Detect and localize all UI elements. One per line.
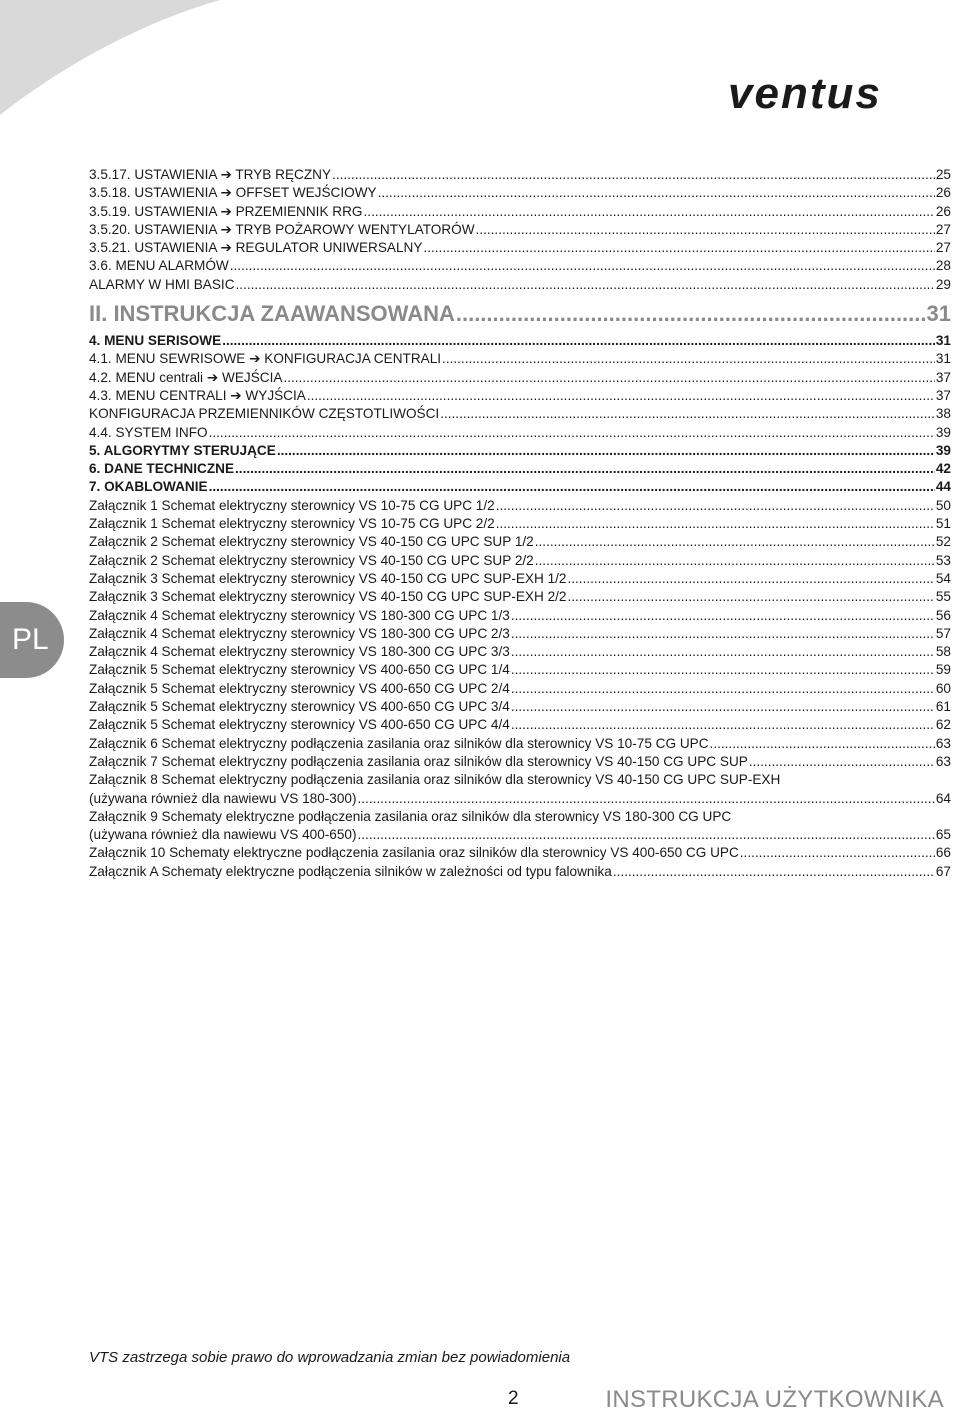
dot-leader <box>364 203 935 221</box>
toc-entry-title: ALARMY W HMI BASIC <box>89 276 235 292</box>
dot-leader <box>613 863 935 881</box>
toc-entry-title: Załącznik A Schematy elektryczne podłączenia silników w zależności od typu falownika <box>89 863 612 879</box>
toc-entry[interactable] <box>89 716 951 734</box>
dot-leader <box>496 515 935 533</box>
toc-page-number: 63 <box>935 753 951 769</box>
toc-page-number: 55 <box>935 589 951 605</box>
toc-page-number: 56 <box>935 607 951 623</box>
toc-entry-title: 4. MENU SERISOWE <box>89 333 222 349</box>
toc-entry[interactable] <box>89 203 951 221</box>
toc-page-number: 26 <box>935 185 951 201</box>
toc-page-number: 25 <box>935 167 951 182</box>
dot-leader <box>567 570 934 588</box>
toc-entry-title: 3.5.21. USTAWIENIA ➔ REGULATOR UNIWERSALNY <box>89 240 423 256</box>
toc-entry[interactable] <box>89 552 951 570</box>
toc-entry-title: Załącznik 5 Schemat elektryczny sterownicy VS 400-650 CG UPC 3/4 <box>89 699 510 715</box>
toc-entry[interactable] <box>89 533 951 551</box>
dot-leader <box>511 661 935 679</box>
dot-leader <box>511 607 935 625</box>
toc-entry[interactable] <box>89 166 951 184</box>
toc-page-number: 58 <box>935 644 951 660</box>
toc-entry[interactable] <box>89 680 951 698</box>
toc-entry[interactable] <box>89 369 951 387</box>
dot-leader <box>307 387 935 405</box>
toc-entry-title: Załącznik 1 Schemat elektryczny sterownicy VS 10-75 CG UPC 1/2 <box>89 497 495 513</box>
toc-entry-title: 6. DANE TECHNICZNE <box>89 461 235 477</box>
toc-entry-title: (używana również dla nawiewu VS 180-300) <box>89 790 357 806</box>
toc-entry[interactable] <box>89 588 951 606</box>
toc-entry-title: Załącznik 2 Schemat elektryczny sterownicy VS 40-150 CG UPC SUP 2/2 <box>89 552 534 568</box>
toc-entry[interactable] <box>89 625 951 643</box>
toc-entry-title: Załącznik 2 Schemat elektryczny sterownicy VS 40-150 CG UPC SUP 1/2 <box>89 534 534 550</box>
toc-page-number: 64 <box>935 790 951 806</box>
dot-leader <box>440 405 935 423</box>
toc-entry-title: (używana również dla nawiewu VS 400-650) <box>89 827 357 843</box>
toc-entry[interactable] <box>89 643 951 661</box>
language-tab <box>0 602 64 678</box>
language-tab-label: PL <box>12 623 49 656</box>
toc-entry-title: 3.5.17. USTAWIENIA ➔ TRYB RĘCZNY <box>89 167 332 182</box>
toc-entry-title: 5. ALGORYTMY STERUJĄCE <box>89 442 276 458</box>
toc-entry-title: Załącznik 5 Schemat elektryczny sterownicy VS 400-650 CG UPC 4/4 <box>89 717 510 733</box>
toc-page-number: 38 <box>935 406 951 422</box>
dot-leader <box>710 735 935 753</box>
dot-leader <box>535 552 935 570</box>
toc-entry-title: KONFIGURACJA PRZEMIENNIKÓW CZĘSTOTLIWOŚCI <box>89 406 440 422</box>
dot-leader <box>358 790 935 808</box>
toc-entry-first-line: Załącznik 8 Schemat elektryczny podłączenia zasilania oraz silników dla sterownicy VS 40-150 CG UPC SUP-EXH <box>89 772 781 788</box>
toc-entry[interactable] <box>89 184 951 202</box>
toc-page-number: 26 <box>935 203 951 219</box>
toc-entry-title: Załącznik 5 Schemat elektryczny sterownicy VS 400-650 CG UPC 2/4 <box>89 680 510 696</box>
dot-leader <box>511 716 935 734</box>
toc-entry[interactable] <box>89 790 951 808</box>
toc-page-number: 50 <box>935 497 951 513</box>
toc-entry-title: Załącznik 4 Schemat elektryczny sterownicy VS 180-300 CG UPC 2/3 <box>89 625 510 641</box>
toc-page-number: 37 <box>935 387 951 403</box>
toc-page-number: 44 <box>935 479 951 495</box>
toc-page-number: 62 <box>935 717 951 733</box>
svg-text:ventus: ventus <box>728 70 882 118</box>
toc-entry-title: 7. OKABLOWANIE <box>89 479 208 495</box>
dot-leader <box>740 844 935 862</box>
toc-entry[interactable] <box>89 405 951 423</box>
toc-page-number: 60 <box>935 680 951 696</box>
dot-leader <box>423 239 934 257</box>
toc-entry-title: 4.2. MENU centrali ➔ WEJŚCIA <box>89 369 283 385</box>
dot-leader <box>511 643 935 661</box>
dot-leader <box>236 276 935 294</box>
toc-entry-title: Załącznik 3 Schemat elektryczny sterownicy VS 40-150 CG UPC SUP-EXH 1/2 <box>89 570 567 586</box>
dot-leader <box>511 680 935 698</box>
toc-entry[interactable] <box>89 698 951 716</box>
toc-entry-title: Załącznik 10 Schematy elektryczne podłączenia zasilania oraz silników dla sterownicy VS 400-650 CG UPC <box>89 845 739 861</box>
dot-leader <box>209 478 935 496</box>
toc-page-number: 61 <box>935 699 951 715</box>
toc-entry-title: Załącznik 5 Schemat elektryczny sterownicy VS 400-650 CG UPC 1/4 <box>89 662 510 678</box>
toc-page-number: 52 <box>935 534 951 550</box>
table-of-contents <box>89 166 951 881</box>
toc-entry-title: Załącznik 4 Schemat elektryczny sterownicy VS 180-300 CG UPC 3/3 <box>89 644 510 660</box>
toc-entry-title: II. INSTRUKCJA ZAAWANSOWANA <box>89 301 455 327</box>
toc-page-number: 57 <box>935 625 951 641</box>
toc-entry-title: 3.5.19. USTAWIENIA ➔ PRZEMIENNIK RRG <box>89 203 363 219</box>
toc-page-number: 51 <box>935 516 951 532</box>
dot-leader <box>222 332 935 350</box>
toc-page-number: 31 <box>935 351 951 367</box>
toc-entry-title: 3.5.20. USTAWIENIA ➔ TRYB POŻAROWY WENTYLATORÓW <box>89 221 475 237</box>
toc-entry[interactable] <box>89 844 951 862</box>
toc-page-number: 31 <box>926 301 951 327</box>
dot-leader <box>511 625 935 643</box>
toc-page-number: 29 <box>935 276 951 292</box>
toc-page-number: 39 <box>935 442 951 458</box>
dot-leader <box>456 298 926 330</box>
toc-entry-title: 3.6. MENU ALARMÓW <box>89 258 229 274</box>
toc-entry-title: Załącznik 1 Schemat elektryczny sterownicy VS 10-75 CG UPC 2/2 <box>89 516 495 532</box>
dot-leader <box>332 166 935 184</box>
dot-leader <box>283 369 934 387</box>
dot-leader <box>749 753 935 771</box>
dot-leader <box>496 497 935 515</box>
toc-entry[interactable] <box>89 350 951 368</box>
dot-leader <box>358 826 935 844</box>
toc-page-number: 59 <box>935 662 951 678</box>
toc-page-number: 67 <box>935 863 951 879</box>
toc-page-number: 39 <box>935 424 951 440</box>
toc-entry-title: 4.3. MENU CENTRALI ➔ WYJŚCIA <box>89 387 306 403</box>
toc-entry[interactable] <box>89 570 951 588</box>
toc-entry[interactable] <box>89 607 951 625</box>
footer-title: INSTRUKCJA UŻYTKOWNIKA <box>605 1386 944 1413</box>
toc-page-number: 42 <box>935 461 951 477</box>
toc-entry-title: 3.5.18. USTAWIENIA ➔ OFFSET WEJŚCIOWY <box>89 185 377 201</box>
disclaimer-note: VTS zastrzega sobie prawo do wprowadzania zmian bez powiadomienia <box>89 1349 571 1366</box>
toc-entry[interactable] <box>89 735 951 753</box>
toc-entry-title: Załącznik 7 Schemat elektryczny podłączenia zasilania oraz silników dla sterownicy VS 40-150 CG UPC SUP <box>89 753 748 769</box>
toc-entry[interactable] <box>89 497 951 515</box>
toc-page-number: 28 <box>935 258 951 274</box>
toc-entry-title: 4.4. SYSTEM INFO <box>89 424 208 440</box>
toc-page-number: 63 <box>935 735 951 751</box>
toc-entry-title: 4.1. MENU SEWRISOWE ➔ KONFIGURACJA CENTRALI <box>89 351 442 367</box>
toc-page-number: 31 <box>935 333 951 349</box>
corner-decoration <box>0 0 220 120</box>
toc-entry[interactable] <box>89 478 951 496</box>
toc-page-number: 54 <box>935 570 951 586</box>
toc-entry[interactable] <box>89 239 951 257</box>
dot-leader <box>476 221 935 239</box>
toc-entry[interactable] <box>89 460 951 478</box>
dot-leader <box>209 424 935 442</box>
dot-leader <box>235 460 935 478</box>
toc-page-number: 53 <box>935 552 951 568</box>
toc-entry-title: Załącznik 3 Schemat elektryczny sterownicy VS 40-150 CG UPC SUP-EXH 2/2 <box>89 589 567 605</box>
toc-page-number: 37 <box>935 369 951 385</box>
toc-page-number: 65 <box>935 827 951 843</box>
toc-entry-title: Załącznik 4 Schemat elektryczny sterownicy VS 180-300 CG UPC 1/3 <box>89 607 510 623</box>
toc-page-number: 27 <box>935 221 951 237</box>
dot-leader <box>442 350 935 368</box>
toc-entry[interactable] <box>89 298 951 330</box>
toc-entry[interactable] <box>89 276 951 294</box>
toc-entry[interactable] <box>89 332 951 350</box>
dot-leader <box>567 588 934 606</box>
toc-entry[interactable] <box>89 221 951 239</box>
dot-leader <box>511 698 935 716</box>
toc-entry[interactable] <box>89 515 951 533</box>
toc-entry[interactable] <box>89 257 951 275</box>
page-number: 2 <box>508 1388 519 1409</box>
toc-entry-title: Załącznik 6 Schemat elektryczny podłączenia zasilania oraz silników dla sterownicy VS 10-75 CG UPC <box>89 735 709 751</box>
toc-entry[interactable] <box>89 387 951 405</box>
toc-entry[interactable] <box>89 753 951 771</box>
ventus-logo <box>728 70 958 118</box>
dot-leader <box>230 257 935 275</box>
toc-entry[interactable] <box>89 442 951 460</box>
toc-entry[interactable] <box>89 863 951 881</box>
toc-page-number: 66 <box>935 845 951 861</box>
toc-entry-first-line: Załącznik 9 Schematy elektryczne podłączenia zasilania oraz silników dla sterownicy VS 180-300 CG UPC <box>89 808 732 824</box>
toc-entry[interactable] <box>89 424 951 442</box>
dot-leader <box>378 184 935 202</box>
dot-leader <box>535 533 935 551</box>
dot-leader <box>277 442 935 460</box>
toc-entry[interactable] <box>89 661 951 679</box>
toc-entry[interactable] <box>89 826 951 844</box>
toc-page-number: 27 <box>935 240 951 256</box>
